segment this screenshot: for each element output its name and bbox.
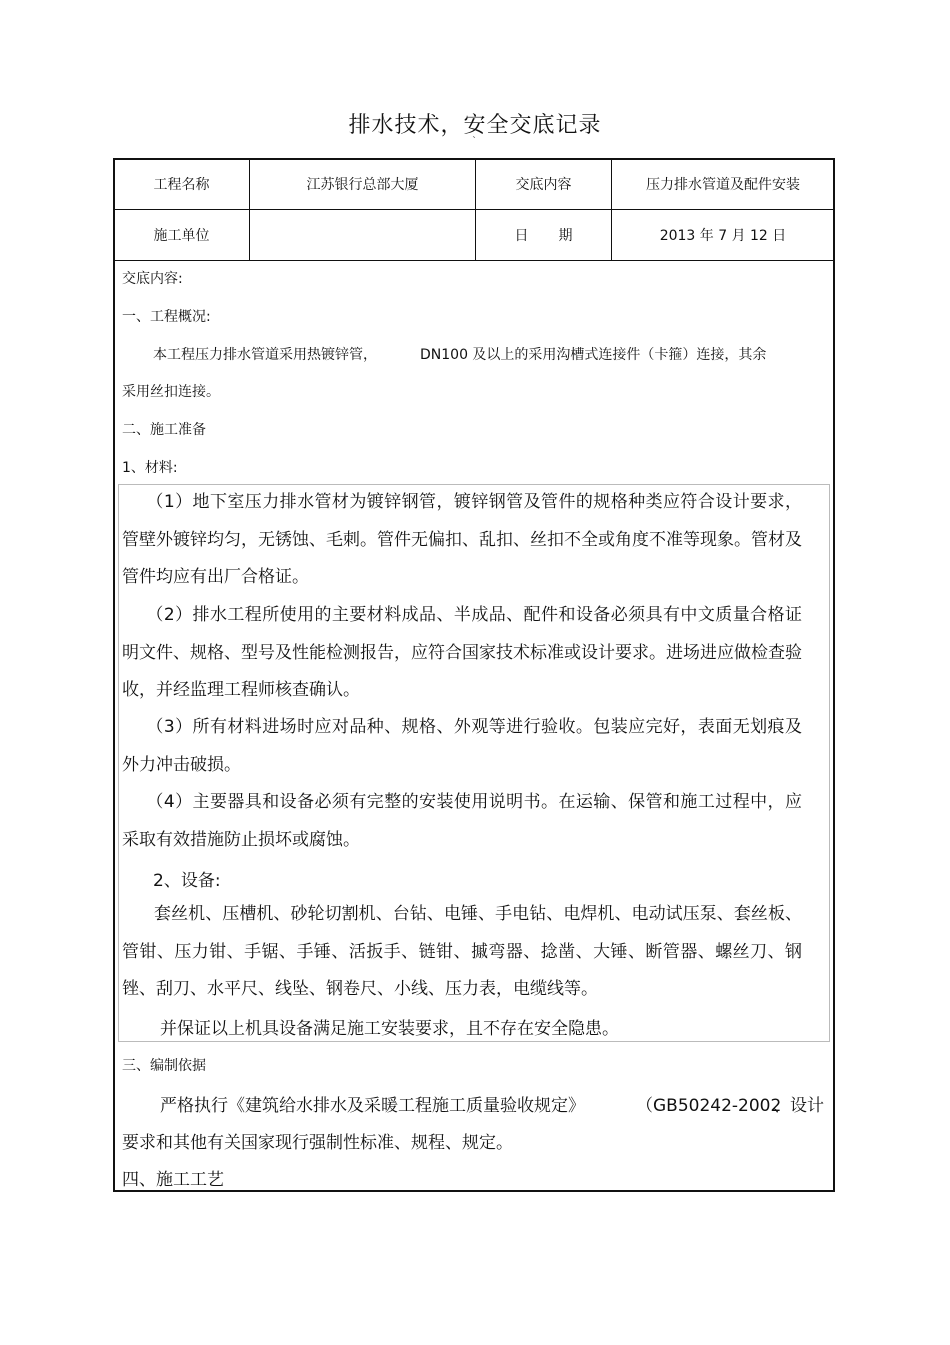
unit-value <box>250 210 475 260</box>
equipment-list-text: 套丝机、压槽机、砂轮切割机、台钻、电锤、手电钻、电焊机、电动试压泵、套丝板、管钳、压力钳、手锯、手锤、活扳手、链钳、摵弯器、捻凿、大锤、断管器、螺丝刀、钢锉、刮刀、水平尺、线坠、钢卷尺、小线、压力表，电缆线等。 <box>122 904 802 999</box>
section-4-title: 四、施工工艺 <box>122 1170 224 1190</box>
material-item-2 <box>122 597 802 710</box>
content-label: 交底内容 <box>515 177 572 193</box>
section-1-text-b: DN100 及以上的采用沟槽式连接件（卡箍）连接，其余 <box>420 347 767 363</box>
material-item-1 <box>122 484 802 597</box>
row-divider <box>113 260 835 261</box>
section-3-text-a: 严格执行《建筑给水排水及采暖工程施工质量验收规定》 <box>160 1096 585 1116</box>
document-title: 排水技术，安全交底记录 <box>348 113 602 138</box>
stray-mark: ` <box>472 136 477 147</box>
date-label: 日期 <box>514 228 603 244</box>
section-1-title: 一、工程概况: <box>122 309 211 325</box>
equipment-list <box>122 896 802 1009</box>
section-1-text-a: 本工程压力排水管道采用热镀锌管， <box>153 347 377 363</box>
material-item-3-text: （3）所有材料进场时应对品种、规格、外观等进行验收。包装应完好，表面无划痕及外力冲击破损。 <box>122 717 802 775</box>
material-item-4-text: （4）主要器具和设备必须有完整的安装使用说明书。在运输、保管和施工过程中，应采取有效措施防止损坏或腐蚀。 <box>122 792 802 850</box>
materials-subtitle: 1、材料: <box>122 460 178 476</box>
section-3-standard: （GB50242-2002 <box>636 1096 782 1116</box>
material-item-4 <box>122 784 802 859</box>
date-value: 2013 年 7 月 12 日 <box>659 228 787 244</box>
section-3-title: 三、编制依据 <box>122 1058 206 1074</box>
project-name-value: 江苏银行总部大厦 <box>306 177 419 193</box>
section-3-text-d: 要求和其他有关国家现行强制性标准、规程、规定。 <box>122 1133 513 1153</box>
equipment-note: 并保证以上机具设备满足施工安装要求，且不存在安全隐患。 <box>160 1019 619 1039</box>
content-value: 压力排水管道及配件安装 <box>646 177 800 193</box>
material-item-1-text: （1）地下室压力排水管材为镀锌钢管，镀锌钢管及管件的规格种类应符合设计要求，管壁外镀锌均匀，无锈蚀、毛刺。管件无偏扣、乱扣、丝扣不全或角度不准等现象。管材及管件均应有出厂合格证。 <box>122 492 802 587</box>
section-3-text-c: 、设计 <box>773 1096 824 1116</box>
intro-label: 交底内容: <box>122 271 183 287</box>
section-2-title: 二、施工准备 <box>122 422 206 438</box>
section-1-text-c: 采用丝扣连接。 <box>122 384 220 400</box>
material-item-3 <box>122 709 802 784</box>
unit-label: 施工单位 <box>153 228 210 244</box>
equipment-subtitle: 2、设备: <box>153 871 221 891</box>
material-item-2-text: （2）排水工程所使用的主要材料成品、半成品、配件和设备必须具有中文质量合格证明文件、规格、型号及性能检测报告，应符合国家技术标准或设计要求。进场进应做检查验收，并经监理工程师核查确认。 <box>122 605 802 700</box>
project-name-label: 工程名称 <box>153 177 210 193</box>
